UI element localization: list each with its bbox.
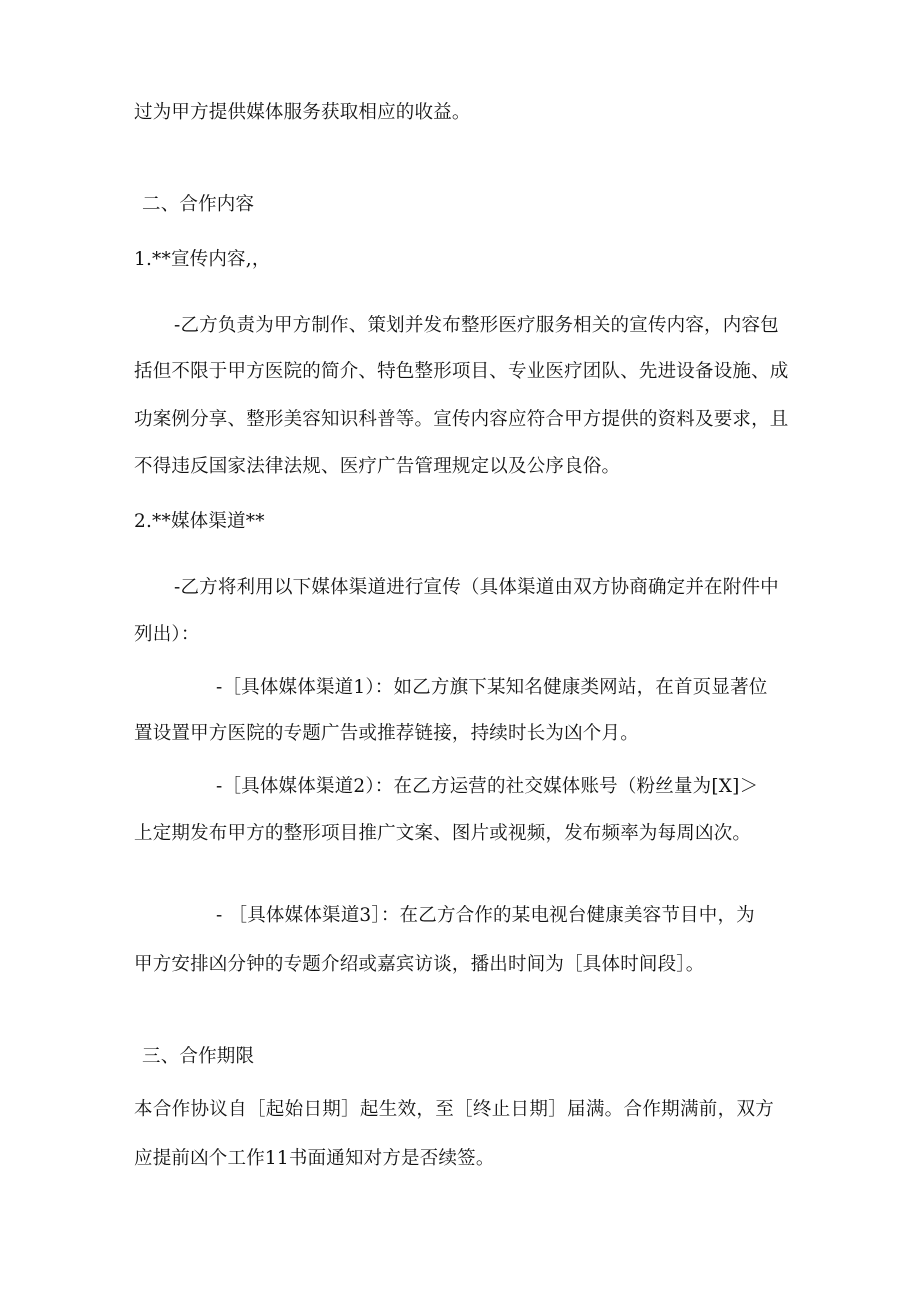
paragraph-line-7: 不得违反国家法律法规、医疗广告管理规定以及公序良俗。 — [134, 456, 621, 477]
section-heading-cooperation-term: 三、合作期限 — [142, 1046, 255, 1067]
channel-1-line-2: 置设置甲方医院的专题广告或推荐链接，持续时长为凶个月。 — [134, 723, 639, 744]
paragraph-line-9: -乙方将利用以下媒体渠道进行宣传（具体渠道由双方协商确定并在附件中 — [174, 577, 779, 598]
paragraph-line-4: -乙方负责为甲方制作、策划并发布整形医疗服务相关的宣传内容，内容包 — [174, 315, 779, 336]
paragraph-line-6: 功案例分享、整形美容知识科普等。宣传内容应符合甲方提供的资料及要求，且 — [134, 409, 789, 430]
channel-2-line-2: 上定期发布甲方的整形项目推广文案、图片或视频，发布频率为每周凶次。 — [134, 823, 752, 844]
term-line-1: 本合作协议自［起始日期］起生效，至［终止日期］届满。合作期满前，双方 — [134, 1099, 774, 1120]
term-line-2: 应提前凶个工作11书面通知对方是否续签。 — [134, 1148, 495, 1169]
channel-3-line-2: 甲方安排凶分钟的专题介绍或嘉宾访谈，播出时间为［具体时间段］。 — [134, 954, 705, 975]
paragraph-line-1: 过为甲方提供媒体服务获取相应的收益。 — [134, 102, 471, 123]
channel-3-line-1: - ［具体媒体渠道3］：在乙方合作的某电视台健康美容节目中，为 — [216, 905, 755, 926]
channel-1-line-1: -［具体媒体渠道1）：如乙方旗下某知名健康类网站，在首页显著位 — [216, 677, 768, 698]
subsection-promotion-content: 1.**宣传内容,， — [134, 249, 271, 270]
channel-2-line-1: -［具体媒体渠道2）：在乙方运营的社交媒体账号（粉丝量为[X]＞ — [216, 776, 759, 797]
section-heading-cooperation-content: 二、合作内容 — [142, 194, 255, 215]
paragraph-line-5: 括但不限于甲方医院的简介、特色整形项目、专业医疗团队、先进设备设施、成 — [134, 361, 789, 382]
subsection-media-channels: 2.**媒体渠道** — [134, 511, 265, 532]
paragraph-line-10: 列出）： — [134, 624, 200, 645]
